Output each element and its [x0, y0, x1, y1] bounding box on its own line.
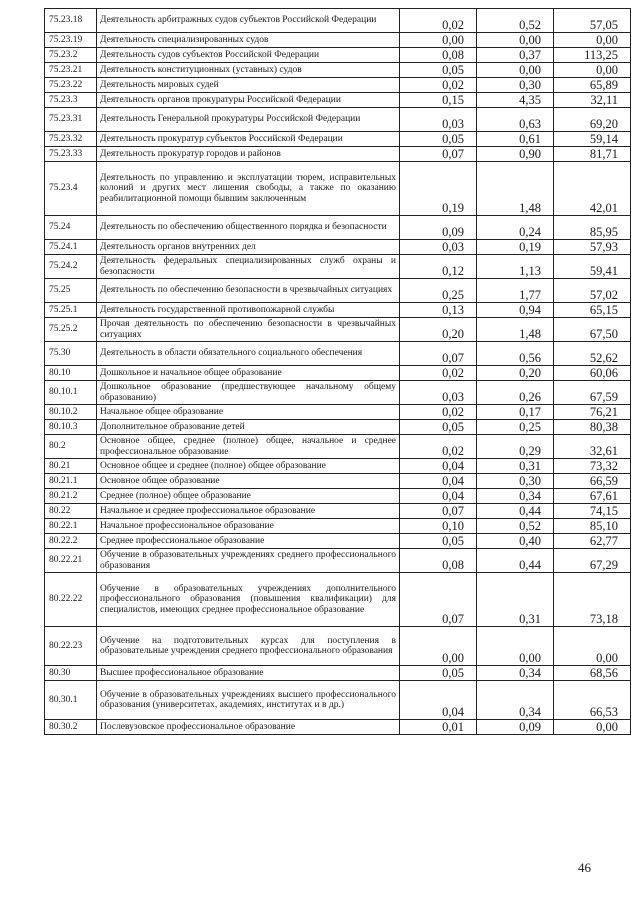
- value-col1-cell: 0,02: [400, 9, 477, 33]
- value-col3-cell: 113,25: [554, 48, 631, 63]
- activity-name-cell: Обучение в образовательных учреждениях высшего профессионального образования (университетах, академиях, институтах и в др.): [97, 681, 400, 720]
- table-row: [45, 474, 631, 489]
- activity-name-cell: Деятельность органов прокуратуры Российской Федерации: [97, 93, 400, 108]
- value-col1-cell: 0,04: [400, 681, 477, 720]
- value-col2-cell: 0,31: [477, 573, 554, 627]
- value-col2-cell: 0,25: [477, 420, 554, 435]
- activity-name-cell: Прочая деятельность по обеспечению безопасности в чрезвычайных ситуациях: [97, 318, 400, 342]
- value-col3-cell: 68,56: [554, 666, 631, 681]
- code-cell: 75.23.21: [45, 63, 97, 78]
- activity-name-cell: Основное общее образование: [97, 474, 400, 489]
- value-col2-cell: 0,34: [477, 666, 554, 681]
- code-cell: 80.10: [45, 366, 97, 381]
- value-col1-cell: 0,03: [400, 108, 477, 132]
- value-col2-cell: 1,77: [477, 279, 554, 303]
- code-cell: 75.23.2: [45, 48, 97, 63]
- activity-name-cell: Деятельность в области обязательного социального обеспечения: [97, 342, 400, 366]
- value-col1-cell: 0,07: [400, 342, 477, 366]
- table-body: [45, 9, 631, 735]
- table-row: [45, 489, 631, 504]
- value-col1-cell: 0,09: [400, 216, 477, 240]
- value-col3-cell: 66,59: [554, 474, 631, 489]
- activity-name-cell: Начальное профессиональное образование: [97, 519, 400, 534]
- value-col1-cell: 0,02: [400, 78, 477, 93]
- value-col1-cell: 0,05: [400, 534, 477, 549]
- table-row: [45, 342, 631, 366]
- table-row: [45, 666, 631, 681]
- value-col3-cell: 32,11: [554, 93, 631, 108]
- value-col3-cell: 0,00: [554, 33, 631, 48]
- activity-name-cell: Среднее профессиональное образование: [97, 534, 400, 549]
- value-col2-cell: 0,34: [477, 489, 554, 504]
- code-cell: 80.30: [45, 666, 97, 681]
- value-col2-cell: 0,63: [477, 108, 554, 132]
- activity-name-cell: Дошкольное образование (предшествующее начальному общему образованию): [97, 381, 400, 405]
- code-cell: 75.24: [45, 216, 97, 240]
- value-col2-cell: 1,48: [477, 318, 554, 342]
- code-cell: 80.22.2: [45, 534, 97, 549]
- value-col3-cell: 42,01: [554, 162, 631, 216]
- table-row: [45, 459, 631, 474]
- activity-name-cell: Деятельность по обеспечению общественного порядка и безопасности: [97, 216, 400, 240]
- activity-name-cell: Дополнительное образование детей: [97, 420, 400, 435]
- activity-name-cell: Деятельность мировых судей: [97, 78, 400, 93]
- code-cell: 80.22.22: [45, 573, 97, 627]
- table-row: [45, 216, 631, 240]
- value-col2-cell: 0,37: [477, 48, 554, 63]
- value-col1-cell: 0,08: [400, 549, 477, 573]
- code-cell: 80.10.1: [45, 381, 97, 405]
- activity-name-cell: Деятельность прокуратур городов и районов: [97, 147, 400, 162]
- table-row: [45, 534, 631, 549]
- code-cell: 75.24.2: [45, 255, 97, 279]
- value-col3-cell: 0,00: [554, 627, 631, 666]
- value-col1-cell: 0,05: [400, 666, 477, 681]
- value-col3-cell: 67,50: [554, 318, 631, 342]
- value-col3-cell: 57,05: [554, 9, 631, 33]
- value-col3-cell: 69,20: [554, 108, 631, 132]
- value-col2-cell: 0,90: [477, 147, 554, 162]
- code-cell: 80.22: [45, 504, 97, 519]
- activity-name-cell: Послевузовское профессиональное образование: [97, 720, 400, 735]
- value-col1-cell: 0,02: [400, 435, 477, 459]
- value-col3-cell: 85,10: [554, 519, 631, 534]
- value-col3-cell: 66,53: [554, 681, 631, 720]
- value-col2-cell: 0,00: [477, 33, 554, 48]
- value-col1-cell: 0,00: [400, 627, 477, 666]
- value-col3-cell: 67,59: [554, 381, 631, 405]
- value-col2-cell: 0,26: [477, 381, 554, 405]
- value-col2-cell: 0,40: [477, 534, 554, 549]
- value-col2-cell: 0,56: [477, 342, 554, 366]
- activity-table: [44, 8, 631, 735]
- table-row: [45, 318, 631, 342]
- table-row: [45, 48, 631, 63]
- code-cell: 80.22.21: [45, 549, 97, 573]
- table-row: [45, 162, 631, 216]
- activity-name-cell: Деятельность по управлению и эксплуатации тюрем, исправительных колоний и других мест лишения свободы, а также по оказанию реабилитационной помощи бывшим заключенным: [97, 162, 400, 216]
- value-col2-cell: 0,44: [477, 549, 554, 573]
- table-row: [45, 405, 631, 420]
- value-col1-cell: 0,07: [400, 147, 477, 162]
- activity-name-cell: Обучение в образовательных учреждениях дополнительного профессионального образования (повышения квалификации) для специалистов, имеющих среднее профессиональное образование: [97, 573, 400, 627]
- code-cell: 75.23.18: [45, 9, 97, 33]
- value-col3-cell: 73,32: [554, 459, 631, 474]
- value-col3-cell: 65,89: [554, 78, 631, 93]
- activity-name-cell: Высшее профессиональное образование: [97, 666, 400, 681]
- table-row: [45, 681, 631, 720]
- value-col1-cell: 0,12: [400, 255, 477, 279]
- value-col3-cell: 59,41: [554, 255, 631, 279]
- table-row: [45, 504, 631, 519]
- value-col2-cell: 0,44: [477, 504, 554, 519]
- activity-name-cell: Деятельность прокуратур субъектов Российской Федерации: [97, 132, 400, 147]
- value-col3-cell: 60,06: [554, 366, 631, 381]
- code-cell: 75.23.31: [45, 108, 97, 132]
- value-col2-cell: 1,48: [477, 162, 554, 216]
- activity-name-cell: Деятельность арбитражных судов субъектов Российской Федерации: [97, 9, 400, 33]
- code-cell: 80.10.2: [45, 405, 97, 420]
- value-col3-cell: 85,95: [554, 216, 631, 240]
- table-row: [45, 255, 631, 279]
- value-col1-cell: 0,02: [400, 405, 477, 420]
- activity-name-cell: Деятельность по обеспечению безопасности в чрезвычайных ситуациях: [97, 279, 400, 303]
- value-col1-cell: 0,20: [400, 318, 477, 342]
- value-col3-cell: 57,02: [554, 279, 631, 303]
- value-col2-cell: 0,52: [477, 519, 554, 534]
- value-col1-cell: 0,13: [400, 303, 477, 318]
- code-cell: 75.23.4: [45, 162, 97, 216]
- code-cell: 80.10.3: [45, 420, 97, 435]
- value-col2-cell: 0,09: [477, 720, 554, 735]
- value-col3-cell: 0,00: [554, 63, 631, 78]
- code-cell: 75.25.2: [45, 318, 97, 342]
- activity-name-cell: Обучение на подготовительных курсах для поступления в образовательные учреждения среднего профессионального образования: [97, 627, 400, 666]
- value-col1-cell: 0,04: [400, 459, 477, 474]
- table-row: [45, 366, 631, 381]
- activity-name-cell: Дошкольное и начальное общее образование: [97, 366, 400, 381]
- value-col1-cell: 0,08: [400, 48, 477, 63]
- value-col3-cell: 52,62: [554, 342, 631, 366]
- table-row: [45, 303, 631, 318]
- value-col2-cell: 0,34: [477, 681, 554, 720]
- code-cell: 75.30: [45, 342, 97, 366]
- activity-name-cell: Деятельность судов субъектов Российской Федерации: [97, 48, 400, 63]
- value-col3-cell: 57,93: [554, 240, 631, 255]
- table-row: [45, 108, 631, 132]
- value-col1-cell: 0,04: [400, 474, 477, 489]
- value-col1-cell: 0,01: [400, 720, 477, 735]
- activity-name-cell: Деятельность органов внутренних дел: [97, 240, 400, 255]
- table-row: [45, 381, 631, 405]
- value-col2-cell: 0,30: [477, 474, 554, 489]
- value-col3-cell: 65,15: [554, 303, 631, 318]
- code-cell: 75.25: [45, 279, 97, 303]
- value-col2-cell: 0,24: [477, 216, 554, 240]
- value-col1-cell: 0,19: [400, 162, 477, 216]
- code-cell: 75.23.32: [45, 132, 97, 147]
- value-col1-cell: 0,05: [400, 63, 477, 78]
- value-col1-cell: 0,04: [400, 489, 477, 504]
- activity-name-cell: Начальное и среднее профессиональное образование: [97, 504, 400, 519]
- table-row: [45, 78, 631, 93]
- value-col1-cell: 0,02: [400, 366, 477, 381]
- table-row: [45, 147, 631, 162]
- value-col3-cell: 73,18: [554, 573, 631, 627]
- value-col3-cell: 62,77: [554, 534, 631, 549]
- value-col3-cell: 59,14: [554, 132, 631, 147]
- table-row: [45, 720, 631, 735]
- activity-name-cell: Основное общее, среднее (полное) общее, начальное и среднее профессиональное образование: [97, 435, 400, 459]
- table-row: [45, 627, 631, 666]
- code-cell: 75.23.33: [45, 147, 97, 162]
- code-cell: 80.30.1: [45, 681, 97, 720]
- value-col1-cell: 0,07: [400, 573, 477, 627]
- value-col1-cell: 0,15: [400, 93, 477, 108]
- value-col3-cell: 67,29: [554, 549, 631, 573]
- activity-name-cell: Деятельность конституционных (уставных) судов: [97, 63, 400, 78]
- code-cell: 75.23.22: [45, 78, 97, 93]
- value-col3-cell: 32,61: [554, 435, 631, 459]
- value-col1-cell: 0,03: [400, 240, 477, 255]
- value-col1-cell: 0,03: [400, 381, 477, 405]
- table-row: [45, 573, 631, 627]
- value-col2-cell: 0,31: [477, 459, 554, 474]
- activity-name-cell: Деятельность федеральных специализированных служб охраны и безопасности: [97, 255, 400, 279]
- value-col3-cell: 76,21: [554, 405, 631, 420]
- page-number: 46: [578, 860, 591, 875]
- code-cell: 80.21.2: [45, 489, 97, 504]
- table-row: [45, 132, 631, 147]
- activity-name-cell: Среднее (полное) общее образование: [97, 489, 400, 504]
- table-row: [45, 519, 631, 534]
- activity-name-cell: Обучение в образовательных учреждениях среднего профессионального образования: [97, 549, 400, 573]
- code-cell: 75.23.3: [45, 93, 97, 108]
- table-row: [45, 33, 631, 48]
- value-col2-cell: 0,17: [477, 405, 554, 420]
- value-col2-cell: 0,52: [477, 9, 554, 33]
- activity-name-cell: Начальное общее образование: [97, 405, 400, 420]
- table-row: [45, 420, 631, 435]
- value-col2-cell: 0,19: [477, 240, 554, 255]
- activity-name-cell: Деятельность государственной противопожарной службы: [97, 303, 400, 318]
- code-cell: 80.21: [45, 459, 97, 474]
- activity-name-cell: Деятельность специализированных судов: [97, 33, 400, 48]
- code-cell: 80.2: [45, 435, 97, 459]
- code-cell: 80.22.23: [45, 627, 97, 666]
- value-col2-cell: 0,94: [477, 303, 554, 318]
- value-col2-cell: 0,30: [477, 78, 554, 93]
- value-col3-cell: 81,71: [554, 147, 631, 162]
- table-row: [45, 279, 631, 303]
- value-col2-cell: 0,29: [477, 435, 554, 459]
- table-row: [45, 9, 631, 33]
- value-col2-cell: 1,13: [477, 255, 554, 279]
- value-col1-cell: 0,00: [400, 33, 477, 48]
- value-col1-cell: 0,05: [400, 420, 477, 435]
- value-col2-cell: 0,20: [477, 366, 554, 381]
- table-row: [45, 93, 631, 108]
- table-row: [45, 63, 631, 78]
- value-col2-cell: 0,00: [477, 627, 554, 666]
- value-col1-cell: 0,05: [400, 132, 477, 147]
- value-col3-cell: 67,61: [554, 489, 631, 504]
- activity-name-cell: Деятельность Генеральной прокуратуры Российской Федерации: [97, 108, 400, 132]
- value-col1-cell: 0,25: [400, 279, 477, 303]
- code-cell: 75.25.1: [45, 303, 97, 318]
- value-col2-cell: 0,00: [477, 63, 554, 78]
- code-cell: 75.23.19: [45, 33, 97, 48]
- value-col2-cell: 4,35: [477, 93, 554, 108]
- table-row: [45, 549, 631, 573]
- code-cell: 80.21.1: [45, 474, 97, 489]
- value-col3-cell: 80,38: [554, 420, 631, 435]
- value-col3-cell: 0,00: [554, 720, 631, 735]
- code-cell: 80.30.2: [45, 720, 97, 735]
- code-cell: 75.24.1: [45, 240, 97, 255]
- table-row: [45, 435, 631, 459]
- table-row: [45, 240, 631, 255]
- code-cell: 80.22.1: [45, 519, 97, 534]
- value-col3-cell: 74,15: [554, 504, 631, 519]
- activity-name-cell: Основное общее и среднее (полное) общее образование: [97, 459, 400, 474]
- value-col1-cell: 0,07: [400, 504, 477, 519]
- value-col1-cell: 0,10: [400, 519, 477, 534]
- value-col2-cell: 0,61: [477, 132, 554, 147]
